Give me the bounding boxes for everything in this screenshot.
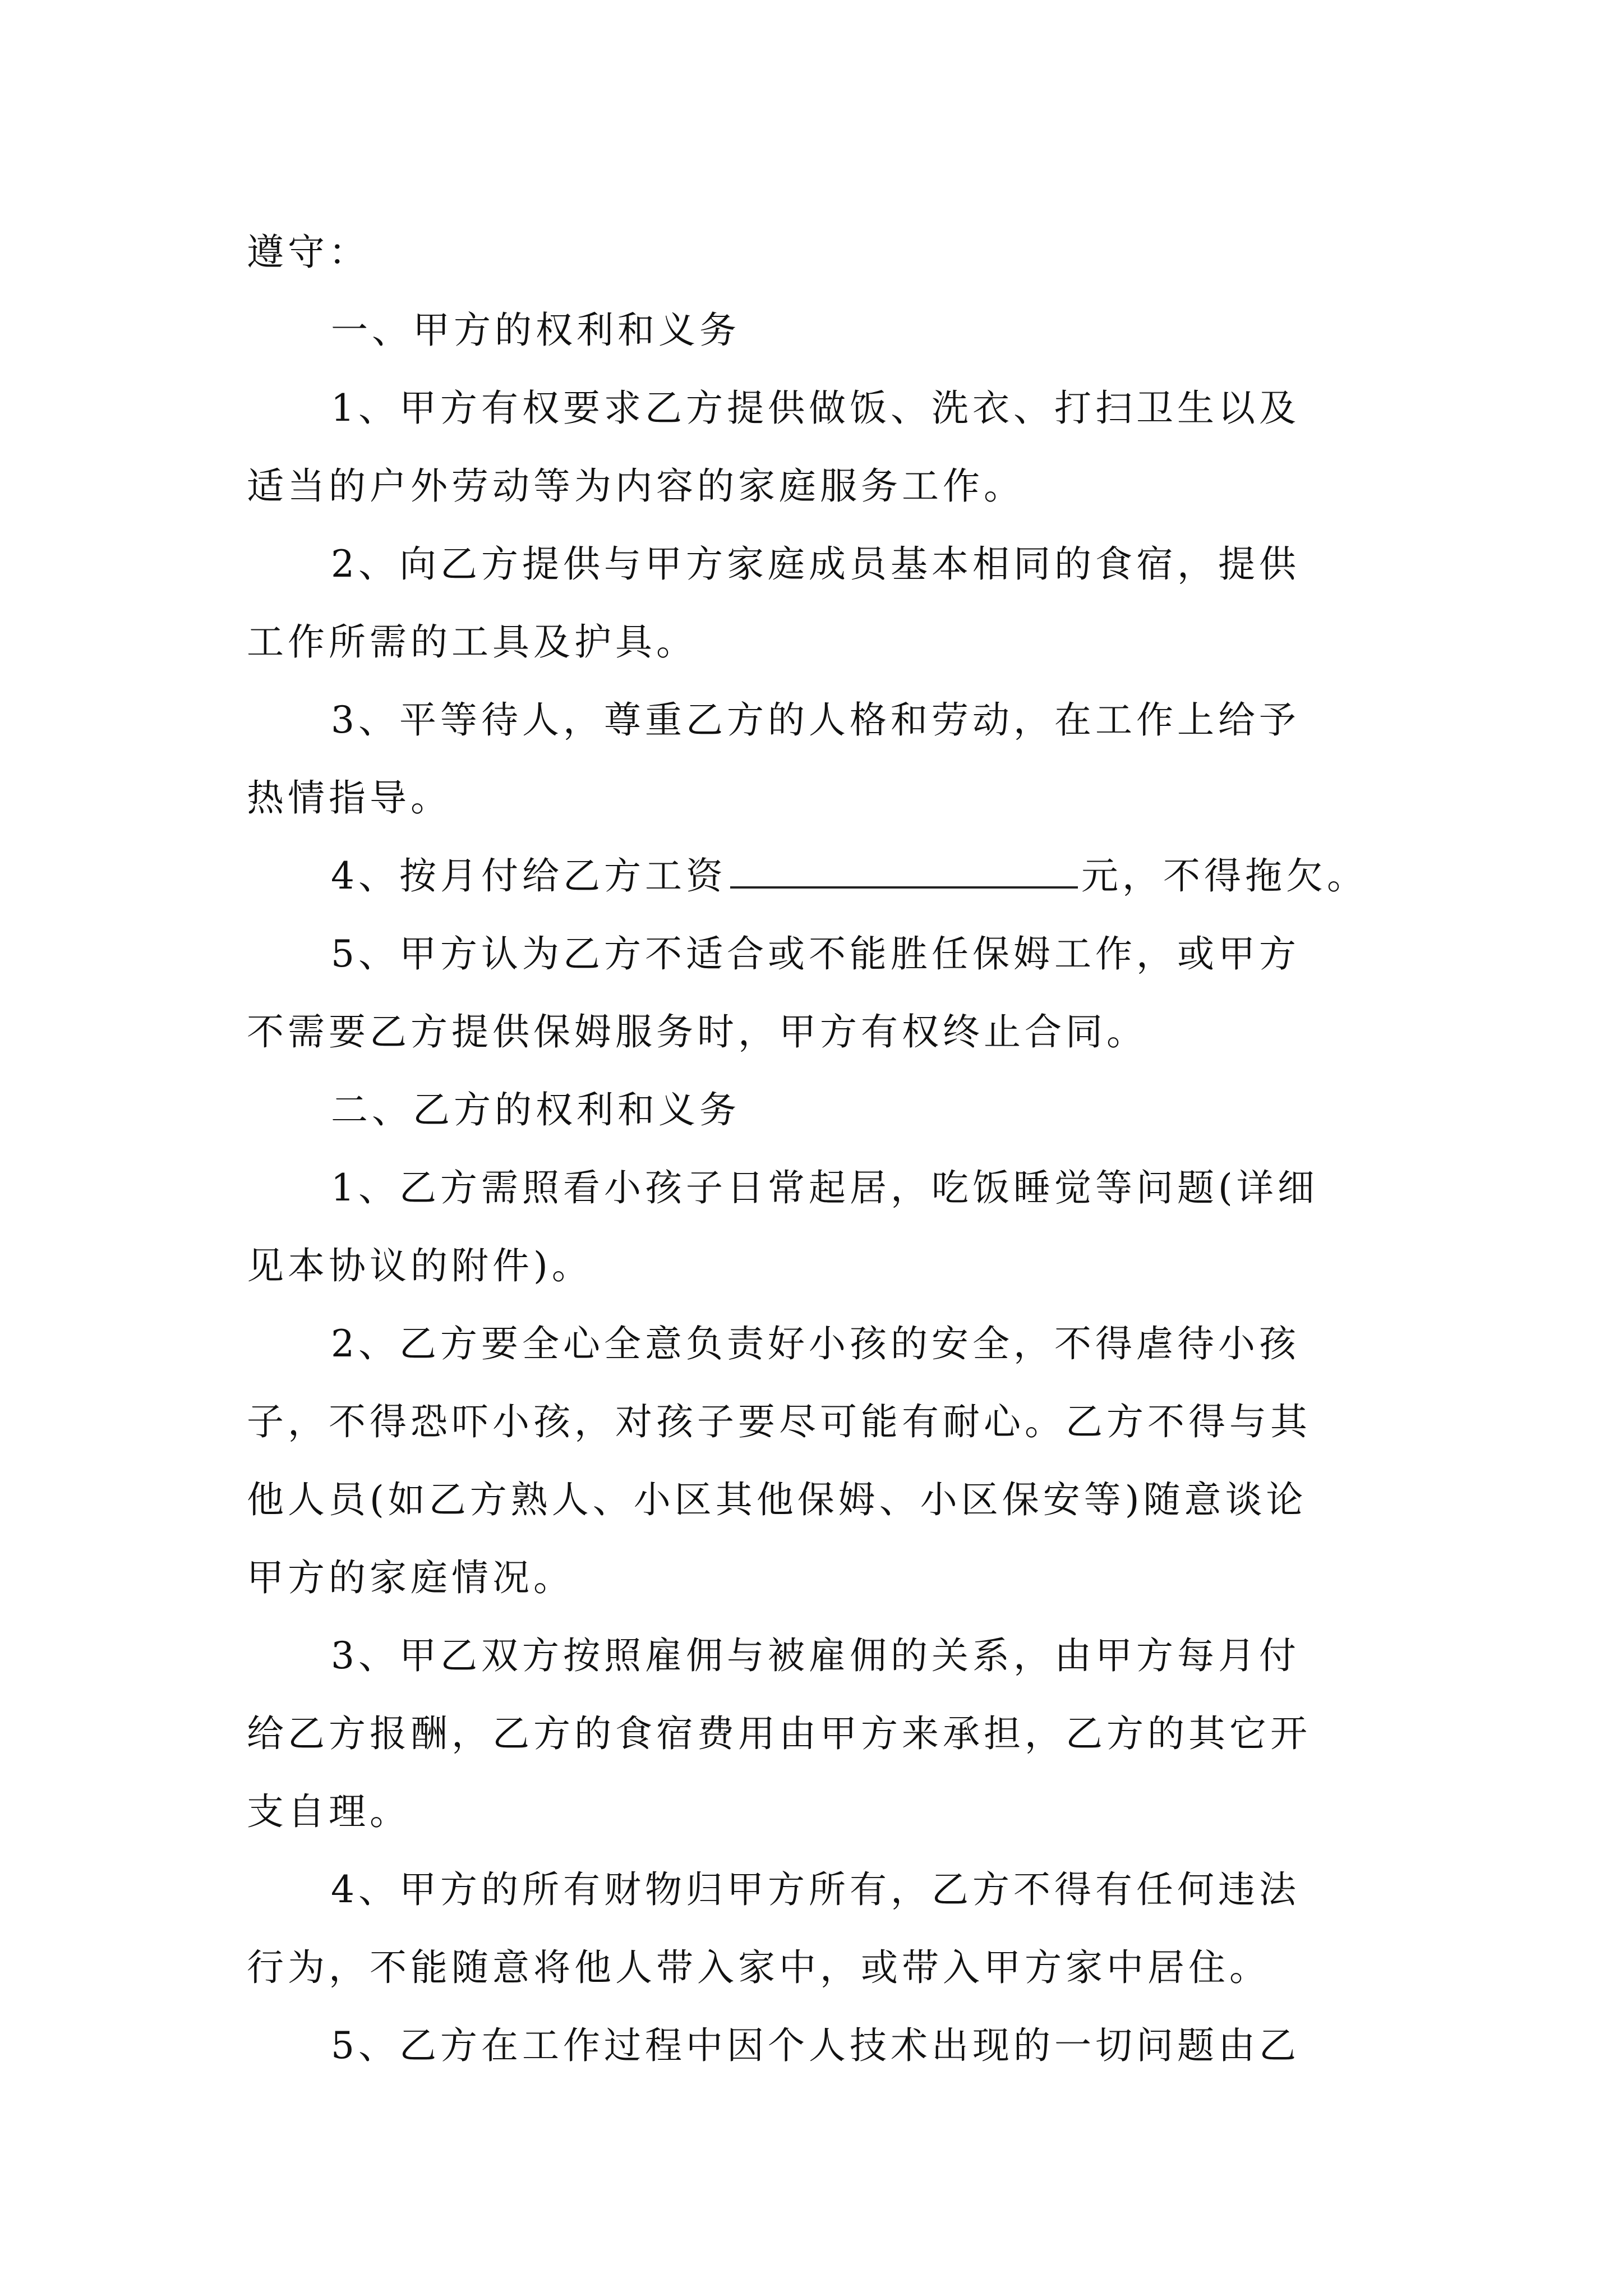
text-line: 1、乙方需照看小孩子日常起居，吃饭睡觉等问题(详细 xyxy=(331,1166,1318,1209)
section-heading-party-a: 一、甲方的权利和义务 xyxy=(331,309,740,352)
text-line: 遵守： xyxy=(247,231,370,274)
text-line: 4、甲方的所有财物归甲方所有，乙方不得有任何违法 xyxy=(331,1868,1300,1911)
text-line: 适当的户外劳动等为内容的家庭服务工作。 xyxy=(247,464,1025,508)
text-line: 2、向乙方提供与甲方家庭成员基本相同的食宿，提供 xyxy=(331,542,1300,586)
text-line: 给乙方报酬，乙方的食宿费用由甲方来承担，乙方的其它开 xyxy=(247,1712,1311,1755)
text-line: 1、甲方有权要求乙方提供做饭、洗衣、打扫卫生以及 xyxy=(331,386,1300,430)
text-line: 不需要乙方提供保姆服务时，甲方有权终止合同。 xyxy=(247,1010,1147,1053)
text-line: 支自理。 xyxy=(247,1790,411,1833)
text-line: 工作所需的工具及护具。 xyxy=(247,620,697,664)
text-line: 行为，不能随意将他人带入家中，或带入甲方家中居住。 xyxy=(247,1946,1270,1989)
text-line: 3、甲乙双方按照雇佣与被雇佣的关系，由甲方每月付 xyxy=(331,1634,1300,1677)
text-line: 甲方的家庭情况。 xyxy=(247,1556,574,1599)
text-line: 5、乙方在工作过程中因个人技术出现的一切问题由乙 xyxy=(331,2024,1300,2067)
text-line: 见本协议的附件)。 xyxy=(247,1244,593,1287)
text-line: 5、甲方认为乙方不适合或不能胜任保姆工作，或甲方 xyxy=(331,932,1300,976)
contract-body xyxy=(247,213,1380,2085)
text-line: 他人员(如乙方熟人、小区其他保姆、小区保安等)随意谈论 xyxy=(247,1478,1307,1521)
text-line: 热情指导。 xyxy=(247,776,451,820)
text-line: 2、乙方要全心全意负责好小孩的安全，不得虐待小孩 xyxy=(331,1322,1300,1365)
section-heading-party-b: 二、乙方的权利和义务 xyxy=(331,1088,740,1131)
wage-suffix: 元，不得拖欠。 xyxy=(1081,854,1368,898)
wage-line xyxy=(247,837,1380,915)
text-line: 子，不得恐吓小孩，对孩子要尽可能有耐心。乙方不得与其 xyxy=(247,1400,1311,1443)
wage-blank-field xyxy=(730,847,1078,889)
text-line: 3、平等待人，尊重乙方的人格和劳动，在工作上给予 xyxy=(331,698,1300,742)
wage-label: 4、按月付给乙方工资 xyxy=(331,854,727,898)
